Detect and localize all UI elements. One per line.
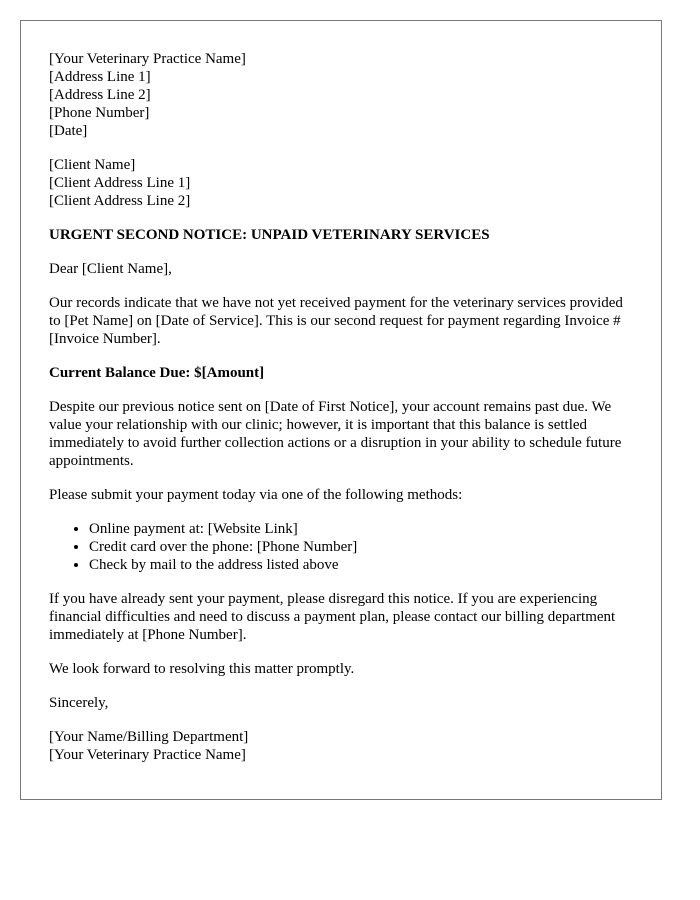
- sender-address-line-1: [Address Line 1]: [49, 69, 151, 85]
- sender-practice-name: [Your Veterinary Practice Name]: [49, 51, 246, 67]
- letter-page: [20, 20, 662, 800]
- closing: Sincerely,: [49, 695, 109, 711]
- payment-method-mail: • Check by mail to the address listed above: [89, 556, 633, 574]
- recipient-name: [Client Name]: [49, 157, 136, 173]
- payment-intro: Please submit your payment today via one of the following methods:: [49, 487, 463, 503]
- payment-method-phone: • Credit card over the phone: [Phone Number]: [89, 538, 633, 556]
- salutation: Dear [Client Name],: [49, 261, 172, 277]
- payment-method-online: • Online payment at: [Website Link]: [89, 520, 633, 538]
- letter-date: [Date]: [49, 123, 88, 139]
- balance-due: Current Balance Due: $[Amount]: [49, 365, 265, 381]
- paragraph-payment-not-received: Our records indicate that we have not yet received payment for the veterinary services provided to [Pet Name] on [Date of Service]. This is our second request for payment regarding Invoice #[Invoice Number].: [49, 295, 623, 347]
- recipient-address-line-2: [Client Address Line 2]: [49, 193, 191, 209]
- recipient-address-line-1: [Client Address Line 1]: [49, 175, 191, 191]
- sender-address-line-2: [Address Line 2]: [49, 87, 151, 103]
- paragraph-already-paid: If you have already sent your payment, please disregard this notice. If you are experiencing financial difficulties and need to discuss a payment plan, please contact our billing department immediately at [Phone Number].: [49, 591, 616, 643]
- payment-methods-list: [49, 520, 633, 574]
- recipient-address-block: [49, 156, 633, 210]
- signature-name: [Your Name/Billing Department]: [49, 729, 249, 745]
- sender-phone: [Phone Number]: [49, 105, 150, 121]
- letter-subject: URGENT SECOND NOTICE: UNPAID VETERINARY SERVICES: [49, 227, 490, 243]
- paragraph-past-due: Despite our previous notice sent on [Date of First Notice], your account remains past due. We value your relationship with our clinic; however, it is important that this balance is settled immediately to avoid further collection actions or a disruption in your ability to schedule future appointments.: [49, 399, 622, 469]
- signature-block: [49, 728, 633, 764]
- paragraph-closing-remark: We look forward to resolving this matter promptly.: [49, 661, 355, 677]
- sender-address-block: [49, 50, 633, 140]
- signature-practice-name: [Your Veterinary Practice Name]: [49, 747, 246, 763]
